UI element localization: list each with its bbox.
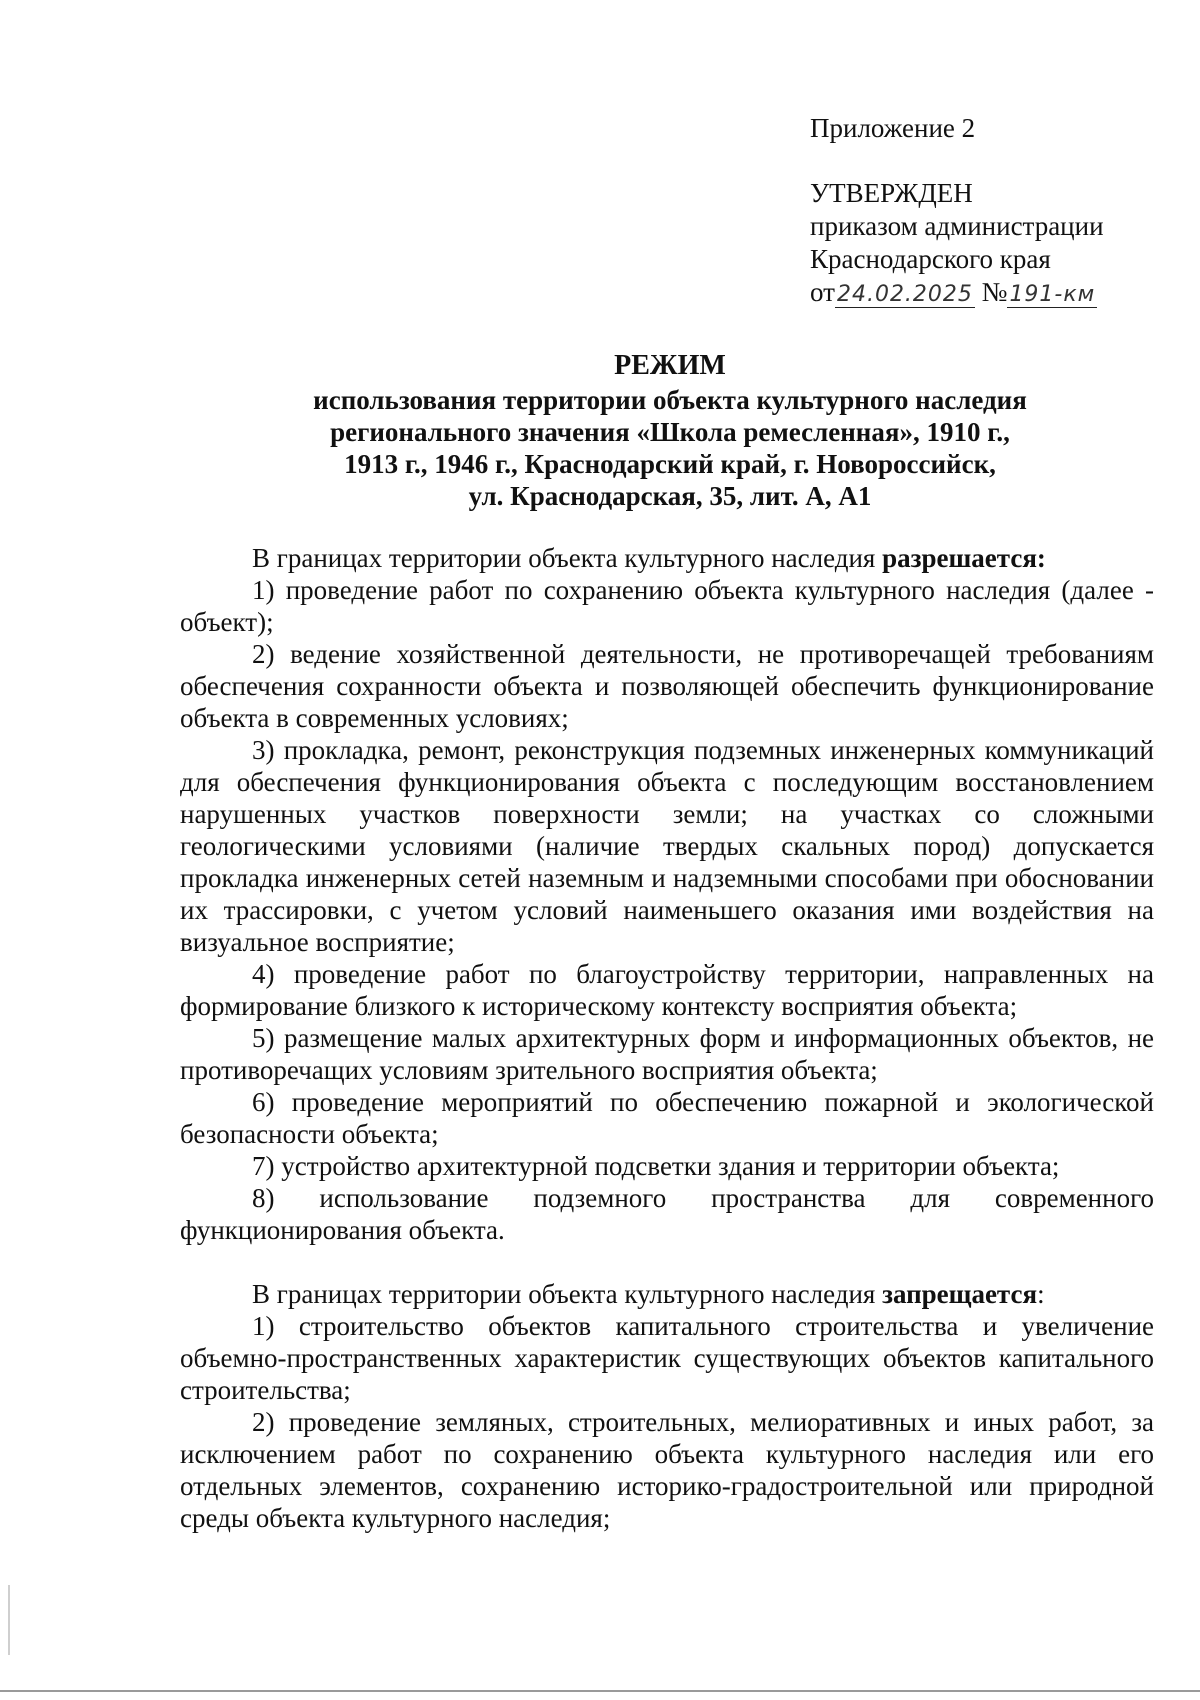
order-label: приказом администрации — [810, 211, 1104, 241]
scan-artifact-edge — [8, 1585, 10, 1655]
title-line-2: регионального значения «Школа ремесленная», 1910 г., — [330, 417, 1010, 447]
approved-label: УТВЕРЖДЕН — [810, 178, 973, 208]
handwritten-date: 24.02.2025 — [836, 282, 973, 307]
date-number-line — [810, 276, 1170, 311]
region-label: Краснодарского края — [810, 244, 1051, 274]
number-prefix: № — [981, 277, 1008, 307]
document-body — [180, 542, 1154, 1534]
prohibited-intro: В границах территории объекта культурного наследия запрещается: — [252, 1279, 1045, 1309]
date-prefix: от — [810, 277, 835, 307]
allowed-item: 5) размещение малых архитектурных форм и информационных объектов, не противоречащих условиям зрительного восприятия объекта; — [180, 1023, 1154, 1085]
allowed-item: 1) проведение работ по сохранению объекта культурного наследия (далее - объект); — [180, 575, 1154, 637]
allowed-item: 4) проведение работ по благоустройству территории, направленных на формирование близкого к историческому контексту восприятия объекта; — [180, 959, 1154, 1021]
prohibited-item: 1) строительство объектов капитального строительства и увеличение объемно-пространственных характеристик существующих объектов капитального строительства; — [180, 1311, 1154, 1405]
scan-artifact-line — [0, 1690, 1200, 1692]
allowed-item: 7) устройство архитектурной подсветки здания и территории объекта; — [252, 1151, 1060, 1181]
allowed-item: 8) использование подземного пространства для современного функционирования объекта. — [180, 1183, 1154, 1245]
title-main: РЕЖИМ — [614, 350, 726, 381]
document-title — [180, 350, 1160, 512]
allowed-keyword: разрешается: — [882, 543, 1046, 573]
allowed-item: 2) ведение хозяйственной деятельности, не противоречащей требованиям обеспечения сохранности объекта и позволяющей обеспечить функционирование объекта в современных условиях; — [180, 639, 1154, 733]
prohibited-keyword: запрещается — [882, 1279, 1038, 1309]
title-line-4: ул. Краснодарская, 35, лит. А, А1 — [468, 481, 872, 511]
prohibited-item: 2) проведение земляных, строительных, мелиоративных и иных работ, за исключением работ по сохранению объекта культурного наследия или его отдельных элементов, сохранению историко-градостроительной или природной среды объекта культурного наследия; — [180, 1407, 1154, 1533]
title-line-1: использования территории объекта культурного наследия — [313, 385, 1027, 415]
appendix-label: Приложение 2 — [810, 113, 976, 143]
handwritten-number: 191-км — [1009, 282, 1096, 307]
title-line-3: 1913 г., 1946 г., Краснодарский край, г. Новороссийск, — [344, 449, 996, 479]
allowed-item: 6) проведение мероприятий по обеспечению пожарной и экологической безопасности объекта; — [180, 1087, 1154, 1149]
approval-block — [810, 112, 1170, 311]
allowed-intro: В границах территории объекта культурного наследия разрешается: — [252, 543, 1046, 573]
allowed-item: 3) прокладка, ремонт, реконструкция подземных инженерных коммуникаций для обеспечения функционирования объекта с последующим восстановлением нарушенных участков поверхности земли; на участках со сложными геологическими условиями (наличие твердых скальных пород) допускается прокладка инженерных сетей наземным и надземными способами при обосновании их трассировки, с учетом условий наименьшего оказания ими воздействия на визуальное восприятие; — [180, 735, 1154, 957]
